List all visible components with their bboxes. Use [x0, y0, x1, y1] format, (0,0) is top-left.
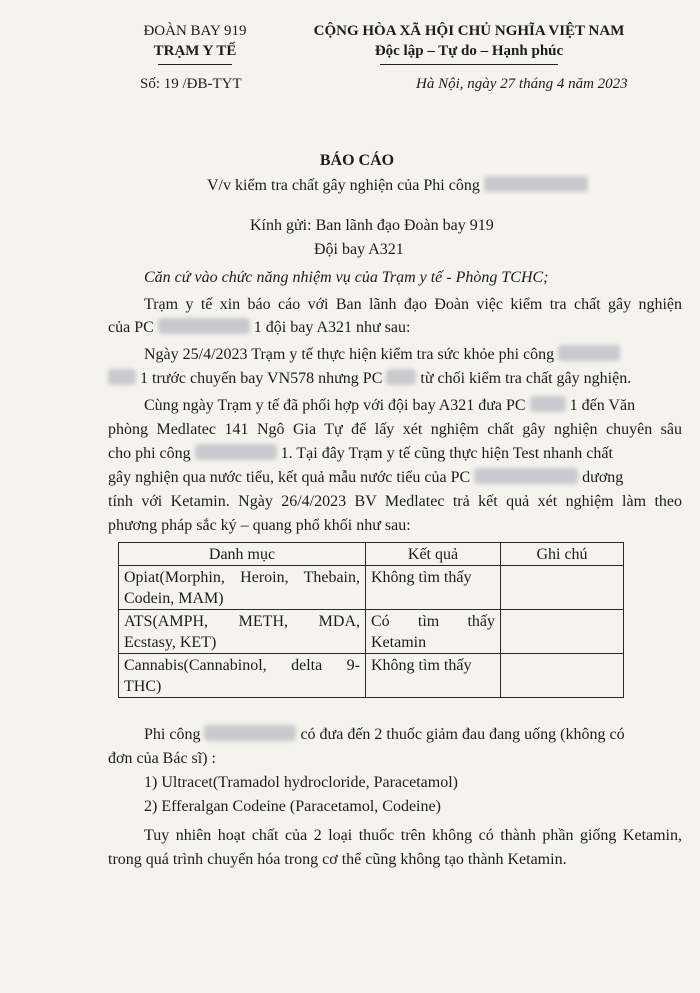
p3-line-4	[108, 465, 623, 490]
table-row	[119, 654, 624, 698]
row-category	[119, 610, 366, 654]
row-note	[501, 566, 624, 610]
p4-text-b: có đưa đến 2 thuốc giảm đau đang uống (không có	[300, 726, 625, 743]
category-line-1: ATS(AMPH, METH, MDA,	[124, 613, 360, 630]
result-line-1: Có tìm thấy	[371, 613, 495, 630]
category-line-2: Codein, MAM)	[124, 590, 224, 607]
row-category	[119, 654, 366, 698]
redacted-name	[386, 369, 416, 385]
p4-line-2: đơn của Bác sĩ) :	[108, 750, 216, 767]
p3-line-2: phòng Medlatec 141 Ngô Gia Tự để lấy xét nghiệm chất gây nghiện chuyên sâu	[108, 421, 682, 438]
redacted-name	[474, 468, 578, 484]
p3-line-6: phương pháp sắc ký – quang phổ khối như sau:	[108, 517, 411, 534]
p2-line-2	[108, 366, 631, 391]
redacted-name	[204, 725, 296, 741]
p3-text-f: dương	[582, 469, 624, 486]
org-parent: ĐOÀN BAY 919	[143, 23, 247, 39]
redacted-name	[484, 176, 588, 192]
header-note: Ghi chú	[501, 543, 624, 566]
p2-line-1	[144, 342, 620, 367]
table-row	[119, 610, 624, 654]
results-table	[118, 542, 624, 698]
p3-text-e: gây nghiện qua nước tiểu, kết quả mẫu nước tiểu của PC	[108, 469, 471, 486]
motto-underline	[380, 64, 558, 65]
table-row	[119, 566, 624, 610]
row-result	[366, 610, 501, 654]
p2-text-a: Ngày 25/4/2023 Trạm y tế thực hiện kiểm tra sức khỏe phi công	[144, 346, 555, 363]
p1-text-a: của PC	[108, 319, 154, 336]
header-category: Danh mục	[119, 543, 366, 566]
national-motto: Độc lập – Tự do – Hạnh phúc	[374, 43, 564, 59]
result-line-1: Không tìm thấy	[371, 657, 472, 674]
row-result	[366, 566, 501, 610]
recipient-line-1: Kính gửi: Ban lãnh đạo Đoàn bay 919	[250, 217, 494, 234]
redacted-name	[530, 396, 566, 412]
redacted-name	[158, 318, 250, 334]
org-underline	[158, 64, 232, 65]
table-header-row	[119, 543, 624, 566]
p3-text-a: Cùng ngày Trạm y tế đã phối hợp với đội bay A321 đưa PC	[144, 397, 526, 414]
p2-text-b: 1 trước chuyến bay VN578 nhưng PC	[140, 370, 383, 387]
p1-text-b: 1 đội bay A321 như sau:	[253, 319, 411, 336]
subject-text: V/v kiểm tra chất gây nghiện của Phi công	[207, 177, 480, 194]
p3-line-1	[144, 393, 635, 418]
row-note	[501, 610, 624, 654]
category-line-1: Cannabis(Cannabinol, delta 9-	[124, 657, 360, 674]
doc-number: Số: 19 /ĐB-TYT	[140, 76, 242, 92]
medication-2: 2) Efferalgan Codeine (Paracetamol, Codeine)	[144, 798, 441, 815]
p5-line-2: trong quá trình chuyển hóa trong cơ thể cũng không tạo thành Ketamin.	[108, 851, 567, 868]
category-line-2: THC)	[124, 678, 162, 695]
p3-line-3	[108, 441, 613, 466]
redacted-name	[558, 345, 620, 361]
result-line-1: Không tìm thấy	[371, 569, 472, 586]
recipient-line-2: Đội bay A321	[314, 241, 404, 258]
p5-line-1: Tuy nhiên hoạt chất của 2 loại thuốc trên không có thành phần giống Ketamin,	[144, 827, 682, 844]
p3-text-c: cho phi công	[108, 445, 191, 462]
report-title: BÁO CÁO	[319, 152, 395, 169]
redacted-name	[108, 369, 136, 385]
p4-text-a: Phi công	[144, 726, 201, 743]
result-line-2: Ketamin	[371, 634, 427, 651]
p3-text-b: 1 đến Văn	[569, 397, 636, 414]
report-subject	[207, 173, 588, 198]
category-line-1: Opiat(Morphin, Heroin, Thebain,	[124, 569, 360, 586]
row-result	[366, 654, 501, 698]
medication-1: 1) Ultracet(Tramadol hydrocloride, Paracetamol)	[144, 774, 458, 791]
redacted-name	[195, 444, 277, 460]
p3-line-5: tính với Ketamin. Ngày 26/4/2023 BV Medlatec trả kết quả xét nghiệm làm theo	[108, 493, 682, 510]
p4-line-1	[144, 722, 625, 747]
org-unit: TRẠM Y TẾ	[153, 43, 237, 59]
row-note	[501, 654, 624, 698]
p3-text-d: 1. Tại đây Trạm y tế cũng thực hiện Test nhanh chất	[280, 445, 613, 462]
p1-line-2	[108, 315, 410, 340]
place-date: Hà Nội, ngày 27 tháng 4 năm 2023	[416, 76, 628, 92]
p2-text-c: từ chối kiểm tra chất gây nghiện.	[420, 370, 632, 387]
nation-title: CỘNG HÒA XÃ HỘI CHỦ NGHĨA VIỆT NAM	[313, 23, 625, 39]
category-line-2: Ecstasy, KET)	[124, 634, 217, 651]
basis-line: Căn cứ vào chức năng nhiệm vụ của Trạm y tế - Phòng TCHC;	[144, 269, 549, 286]
row-category	[119, 566, 366, 610]
header-result: Kết quả	[366, 543, 501, 566]
p1-line-1: Trạm y tế xin báo cáo với Ban lãnh đạo Đoàn việc kiểm tra chất gây nghiện	[144, 296, 682, 313]
